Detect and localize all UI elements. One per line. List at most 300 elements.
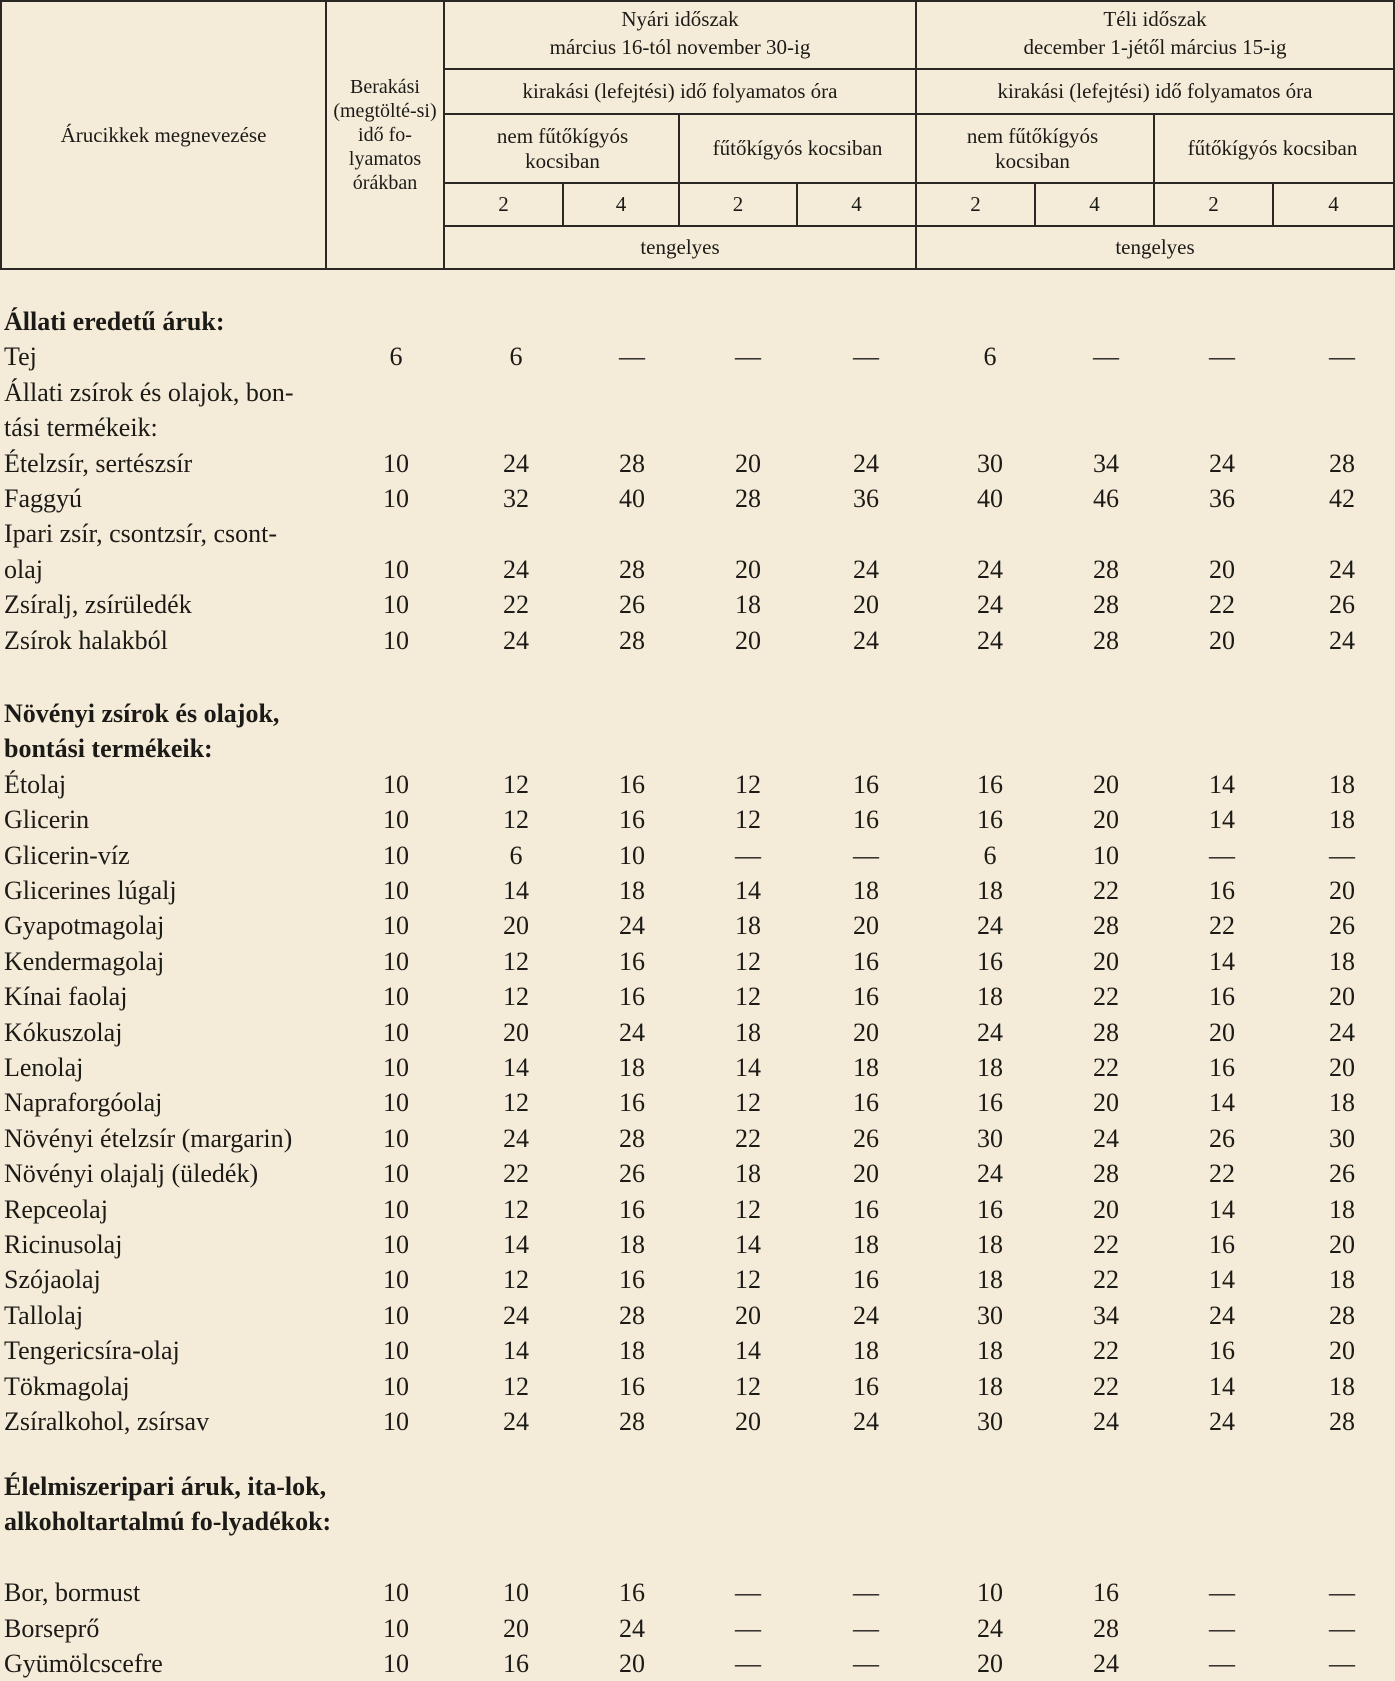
cell-value: 10 (383, 1265, 409, 1294)
cell-value: 22 (503, 590, 529, 619)
row-name: Zsírok halakból (4, 626, 168, 655)
cell-value: 24 (619, 911, 645, 940)
cell-value: 30 (977, 1301, 1003, 1330)
cell-value: 12 (503, 982, 529, 1011)
cell-value: 10 (383, 555, 409, 584)
cell-value: 24 (503, 1124, 529, 1153)
cell-value: 34 (1093, 1301, 1119, 1330)
cell-value: 28 (619, 449, 645, 478)
cell-value: 18 (977, 1336, 1003, 1365)
row-name: Növényi olajalj (üledék) (4, 1159, 259, 1188)
cell-value: 10 (977, 1578, 1003, 1607)
header-summer-title: Nyári időszak (621, 6, 739, 31)
cell-value: 24 (503, 555, 529, 584)
cell-value: 16 (977, 805, 1003, 834)
header-winter-title: Téli időszak (1103, 6, 1207, 31)
cell-value: 24 (977, 1159, 1003, 1188)
cell-value: 10 (383, 449, 409, 478)
cell-value: 12 (503, 1372, 529, 1401)
cell-value: 6 (509, 841, 523, 870)
cell-value: 6 (983, 841, 997, 870)
cell-value: 16 (619, 1578, 645, 1607)
cell-value: 28 (1093, 1159, 1119, 1188)
header-axle-label-winter: tengelyes (1115, 235, 1195, 259)
header-heated-summer: fűtőkígyós kocsiban (712, 136, 883, 160)
cell-value: — (1093, 342, 1119, 371)
cell-value: 12 (735, 805, 761, 834)
cell-value: 10 (383, 1578, 409, 1607)
row-name: Repceolaj (4, 1195, 108, 1224)
cell-value: 14 (503, 876, 529, 905)
header-nonheated-winter: nem fűtőkígyós kocsiban (966, 123, 1099, 173)
cell-value: — (1209, 342, 1235, 371)
cell-value: 24 (977, 626, 1003, 655)
cell-value: 28 (1329, 449, 1355, 478)
cell-value: 10 (383, 1088, 409, 1117)
cell-value: 16 (853, 982, 879, 1011)
cell-value: 24 (1329, 1018, 1355, 1047)
section-title: Növényi zsírok és olajok, bontási termékeik: (4, 699, 280, 763)
cell-value: 28 (1093, 1614, 1119, 1643)
cell-value: 10 (383, 1372, 409, 1401)
cell-value: 20 (853, 590, 879, 619)
cell-value: 36 (1209, 484, 1235, 513)
row-name: Kókuszolaj (4, 1018, 123, 1047)
cell-value: 24 (1093, 1649, 1119, 1678)
cell-value: 18 (735, 590, 761, 619)
row-name: Tökmagolaj (4, 1372, 130, 1401)
cell-value: 16 (503, 1649, 529, 1678)
cell-value: 20 (735, 449, 761, 478)
header-loading-time: Berakási (megtölté-si) idő fo-lyamatos órákban (333, 76, 437, 194)
cell-value: 10 (619, 841, 645, 870)
cell-value: 12 (503, 805, 529, 834)
row-name: Borseprő (4, 1614, 100, 1643)
cell-value: 18 (619, 1230, 645, 1259)
cell-value: 20 (1329, 982, 1355, 1011)
cell-value: 18 (1329, 1088, 1355, 1117)
cell-value: 18 (735, 1159, 761, 1188)
cell-value: 26 (1329, 1159, 1355, 1188)
cell-value: 10 (383, 911, 409, 940)
cell-value: 10 (383, 982, 409, 1011)
cell-value: 10 (383, 1336, 409, 1365)
cell-value: 16 (977, 1195, 1003, 1224)
cell-value: 22 (1093, 876, 1119, 905)
cell-value: — (1329, 1614, 1355, 1643)
cell-value: 18 (977, 876, 1003, 905)
cell-value: 18 (1329, 1195, 1355, 1224)
cell-value: 26 (1329, 911, 1355, 940)
cell-value: — (1209, 1614, 1235, 1643)
cell-value: 26 (619, 590, 645, 619)
cell-value: 24 (853, 626, 879, 655)
row-name: olaj (4, 555, 43, 584)
cell-value: 28 (1093, 911, 1119, 940)
cell-value: 18 (619, 1336, 645, 1365)
cell-value: 14 (503, 1053, 529, 1082)
cell-value: 24 (1209, 449, 1235, 478)
cell-value: 26 (853, 1124, 879, 1153)
cell-value: 20 (1329, 1336, 1355, 1365)
cell-value: 24 (977, 1614, 1003, 1643)
cell-value: 22 (1209, 1159, 1235, 1188)
cell-value: 16 (1209, 1053, 1235, 1082)
cell-value: 16 (619, 770, 645, 799)
cell-value: 30 (977, 1124, 1003, 1153)
cell-value: 12 (735, 1265, 761, 1294)
row-name: Tej (4, 342, 37, 371)
row-name: Tallolaj (4, 1301, 84, 1330)
cell-value: 18 (977, 982, 1003, 1011)
cell-value: — (853, 1578, 879, 1607)
cell-value: 34 (1093, 449, 1119, 478)
row-name: Gyapotmagolaj (4, 911, 165, 940)
section-title: Állati eredetű áruk: (4, 307, 225, 336)
cell-value: 24 (1093, 1124, 1119, 1153)
cell-value: 24 (977, 590, 1003, 619)
cell-value: 16 (853, 1265, 879, 1294)
rule (0, 268, 1395, 270)
cell-value: 24 (503, 626, 529, 655)
row-name: Zsíralkohol, zsírsav (4, 1407, 210, 1436)
cell-value: 16 (619, 1372, 645, 1401)
row-name: Glicerines lúgalj (4, 876, 177, 905)
cell-value: 16 (1209, 876, 1235, 905)
cell-value: 10 (383, 1195, 409, 1224)
cell-value: 20 (1329, 1053, 1355, 1082)
cell-value: 28 (1329, 1407, 1355, 1436)
cell-value: — (619, 342, 645, 371)
header-axle: 4 (851, 192, 862, 216)
cell-value: 12 (735, 947, 761, 976)
cell-value: 20 (619, 1649, 645, 1678)
cell-value: 16 (619, 1195, 645, 1224)
cell-value: 40 (977, 484, 1003, 513)
cell-value: 16 (853, 1195, 879, 1224)
cell-value: 28 (619, 626, 645, 655)
cell-value: 10 (383, 1053, 409, 1082)
row-name: tási termékeik: (4, 413, 158, 442)
cell-value: 24 (977, 911, 1003, 940)
cell-value: 6 (389, 342, 403, 371)
cell-value: 20 (1209, 555, 1235, 584)
header-unload-winter: kirakási (lefejtési) idő folyamatos óra (997, 79, 1313, 103)
header-axle: 4 (615, 192, 627, 216)
cell-value: 22 (1093, 1372, 1119, 1401)
row-name: Glicerin (4, 805, 90, 834)
cell-value: 20 (853, 1159, 879, 1188)
cell-value: 12 (735, 1195, 761, 1224)
header-axle: 4 (1328, 192, 1339, 216)
table-header (0, 0, 1395, 272)
cell-value: 24 (853, 1407, 879, 1436)
cell-value: 16 (853, 947, 879, 976)
cell-value: 22 (735, 1124, 761, 1153)
cell-value: 10 (383, 947, 409, 976)
cell-value: 24 (619, 1614, 645, 1643)
cell-value: 20 (1093, 770, 1119, 799)
cell-value: 20 (503, 911, 529, 940)
cell-value: 30 (1329, 1124, 1355, 1153)
cell-value: 28 (1093, 590, 1119, 619)
cell-value: 28 (1093, 1018, 1119, 1047)
cell-value: 6 (983, 342, 997, 371)
cell-value: — (735, 1578, 761, 1607)
cell-value: 28 (1093, 626, 1119, 655)
cell-value: 14 (735, 876, 761, 905)
cell-value: — (853, 1614, 879, 1643)
cell-value: 10 (503, 1578, 529, 1607)
header-axle: 2 (970, 192, 981, 216)
cell-value: 28 (1093, 555, 1119, 584)
cell-value: 10 (383, 1301, 409, 1330)
cell-value: 20 (1329, 876, 1355, 905)
row-name: Bor, bormust (4, 1578, 141, 1607)
row-name: Tengericsíra-olaj (4, 1336, 180, 1365)
cell-value: 20 (853, 1018, 879, 1047)
cell-value: 18 (619, 1053, 645, 1082)
header-unload-summer: kirakási (lefejtési) idő folyamatos óra (522, 79, 838, 103)
cell-value: — (1329, 841, 1355, 870)
cell-value: 18 (1329, 805, 1355, 834)
row-name: Gyümölcscefre (4, 1649, 163, 1678)
cell-value: — (735, 1614, 761, 1643)
cell-value: 10 (383, 1159, 409, 1188)
cell-value: 22 (1093, 1230, 1119, 1259)
cell-value: — (1329, 342, 1355, 371)
cell-value: 14 (503, 1230, 529, 1259)
cell-value: 32 (503, 484, 529, 513)
cell-value: 16 (619, 1265, 645, 1294)
cell-value: 36 (853, 484, 879, 513)
cell-value: 20 (1093, 947, 1119, 976)
cell-value: 40 (619, 484, 645, 513)
cell-value: 22 (503, 1159, 529, 1188)
cell-value: 16 (1209, 982, 1235, 1011)
cell-value: 26 (1329, 590, 1355, 619)
cell-value: 20 (735, 1407, 761, 1436)
cell-value: 14 (1209, 770, 1235, 799)
row-name: Ipari zsír, csontzsír, csont- (4, 519, 277, 548)
cell-value: 24 (853, 449, 879, 478)
cell-value: 10 (383, 770, 409, 799)
cell-value: 20 (735, 626, 761, 655)
cell-value: 14 (735, 1053, 761, 1082)
cell-value: 10 (1093, 841, 1119, 870)
cell-value: 24 (1329, 555, 1355, 584)
cell-value: 20 (503, 1018, 529, 1047)
cell-value: 30 (977, 449, 1003, 478)
cell-value: 12 (503, 1088, 529, 1117)
cell-value: 12 (735, 1372, 761, 1401)
cell-value: 28 (619, 555, 645, 584)
cell-value: 16 (853, 1088, 879, 1117)
cell-value: 20 (503, 1614, 529, 1643)
cell-value: 18 (1329, 1372, 1355, 1401)
cell-value: — (1209, 841, 1235, 870)
cell-value: 24 (1209, 1407, 1235, 1436)
header-name: Árucikkek megnevezése (60, 122, 267, 147)
cell-value: 16 (977, 1088, 1003, 1117)
cell-value: 24 (503, 1301, 529, 1330)
cell-value: 20 (1329, 1230, 1355, 1259)
cell-value: 14 (1209, 1265, 1235, 1294)
cell-value: 14 (1209, 805, 1235, 834)
cell-value: 20 (1093, 1088, 1119, 1117)
row-name: Állati zsírok és olajok, bon- (4, 378, 294, 407)
cell-value: 14 (1209, 947, 1235, 976)
cell-value: 14 (503, 1336, 529, 1365)
cell-value: — (735, 1649, 761, 1678)
cell-value: 28 (619, 1407, 645, 1436)
header-axle-label-summer: tengelyes (640, 235, 720, 259)
cell-value: 20 (1209, 1018, 1235, 1047)
header-axle: 2 (732, 192, 744, 216)
cell-value: 20 (853, 911, 879, 940)
cell-value: 18 (977, 1372, 1003, 1401)
cell-value: 10 (383, 484, 409, 513)
cell-value: 22 (1209, 590, 1235, 619)
cell-value: 10 (383, 1124, 409, 1153)
cell-value: 16 (853, 1372, 879, 1401)
cell-value: 28 (619, 1124, 645, 1153)
cell-value: 24 (619, 1018, 645, 1047)
cell-value: 18 (853, 876, 879, 905)
cell-value: 16 (853, 805, 879, 834)
cell-value: 10 (383, 876, 409, 905)
cell-value: 12 (735, 1088, 761, 1117)
cell-value: 14 (1209, 1088, 1235, 1117)
cell-value: — (735, 342, 761, 371)
cell-value: 18 (853, 1053, 879, 1082)
cell-value: 24 (977, 555, 1003, 584)
cell-value: 10 (383, 626, 409, 655)
cell-value: 10 (383, 1407, 409, 1436)
cell-value: 20 (1093, 805, 1119, 834)
cell-value: 24 (853, 555, 879, 584)
cell-value: — (853, 342, 879, 371)
cell-value: 18 (619, 876, 645, 905)
cell-value: 18 (735, 1018, 761, 1047)
row-name: Ricinusolaj (4, 1230, 123, 1259)
row-name: Napraforgóolaj (4, 1088, 163, 1117)
cell-value: 12 (503, 770, 529, 799)
cell-value: 24 (1209, 1301, 1235, 1330)
cell-value: 14 (735, 1230, 761, 1259)
row-name: Faggyú (4, 484, 82, 513)
cell-value: 20 (1209, 626, 1235, 655)
cell-value: 46 (1093, 484, 1119, 513)
cell-value: 12 (503, 1265, 529, 1294)
cell-value: 12 (735, 770, 761, 799)
header-axle: 2 (1208, 192, 1219, 216)
row-name: Zsíralj, zsírüledék (4, 590, 192, 619)
cell-value: — (853, 1649, 879, 1678)
cell-value: — (1209, 1578, 1235, 1607)
row-name: Kendermagolaj (4, 947, 165, 976)
cell-value: 20 (977, 1649, 1003, 1678)
cell-value: 16 (853, 770, 879, 799)
cell-value: 28 (619, 1301, 645, 1330)
cell-value: — (853, 841, 879, 870)
cell-value: 12 (735, 982, 761, 1011)
cell-value: 20 (735, 1301, 761, 1330)
cell-value: 16 (1209, 1336, 1235, 1365)
cell-value: 30 (977, 1407, 1003, 1436)
cell-value: 28 (1329, 1301, 1355, 1330)
row-name: Ételzsír, sertészsír (4, 449, 193, 478)
cell-value: 26 (1209, 1124, 1235, 1153)
cell-value: 18 (853, 1336, 879, 1365)
cell-value: 16 (1093, 1578, 1119, 1607)
cell-value: 24 (503, 1407, 529, 1436)
cell-value: — (1329, 1649, 1355, 1678)
cell-value: 16 (1209, 1230, 1235, 1259)
cell-value: 26 (619, 1159, 645, 1188)
cell-value: 22 (1209, 911, 1235, 940)
row-name: Szójaolaj (4, 1265, 101, 1294)
cell-value: — (1209, 1649, 1235, 1678)
cell-value: 24 (1329, 626, 1355, 655)
section-title: Élelmiszeripari áruk, ita-lok, alkoholtartalmú fo-lyadékok: (4, 1472, 332, 1536)
cell-value: 14 (735, 1336, 761, 1365)
row-name: Lenolaj (4, 1053, 84, 1082)
cell-value: 10 (383, 1230, 409, 1259)
cell-value: 10 (383, 805, 409, 834)
header-axle: 2 (498, 192, 509, 216)
cell-value: 10 (383, 590, 409, 619)
row-name: Étolaj (4, 770, 67, 799)
cell-value: — (735, 841, 761, 870)
cell-value: 16 (619, 947, 645, 976)
cell-value: 16 (619, 805, 645, 834)
cell-value: 18 (1329, 770, 1355, 799)
cell-value: 20 (1093, 1195, 1119, 1224)
row-name: Növényi ételzsír (margarin) (4, 1124, 293, 1153)
cell-value: 18 (853, 1230, 879, 1259)
cell-value: 12 (503, 947, 529, 976)
row-name: Glicerin-víz (4, 841, 130, 870)
cell-value: 24 (853, 1301, 879, 1330)
header-axle: 4 (1089, 192, 1100, 216)
cell-value: 18 (1329, 947, 1355, 976)
cell-value: 18 (977, 1230, 1003, 1259)
header-nonheated-summer: nem fűtőkígyós kocsiban (496, 123, 629, 173)
cell-value: 18 (1329, 1265, 1355, 1294)
cell-value: 24 (977, 1018, 1003, 1047)
cell-value: 18 (735, 911, 761, 940)
row-name: Kínai faolaj (4, 982, 128, 1011)
cell-value: 42 (1329, 484, 1355, 513)
cell-value: 24 (503, 449, 529, 478)
cell-value: 14 (1209, 1372, 1235, 1401)
cell-value: 16 (619, 1088, 645, 1117)
header-heated-winter: fűtőkígyós kocsiban (1187, 136, 1358, 160)
cell-value: 22 (1093, 1265, 1119, 1294)
cell-value: 12 (503, 1195, 529, 1224)
cell-value: 10 (383, 1018, 409, 1047)
cell-value: 22 (1093, 982, 1119, 1011)
cell-value: 18 (977, 1053, 1003, 1082)
cell-value: 10 (383, 1649, 409, 1678)
cell-value: 10 (383, 1614, 409, 1643)
cell-value: 22 (1093, 1053, 1119, 1082)
header-winter-dates: december 1-jétől március 15-ig (1023, 34, 1287, 59)
cell-value: — (1329, 1578, 1355, 1607)
cell-value: 28 (735, 484, 761, 513)
cell-value: 16 (977, 947, 1003, 976)
